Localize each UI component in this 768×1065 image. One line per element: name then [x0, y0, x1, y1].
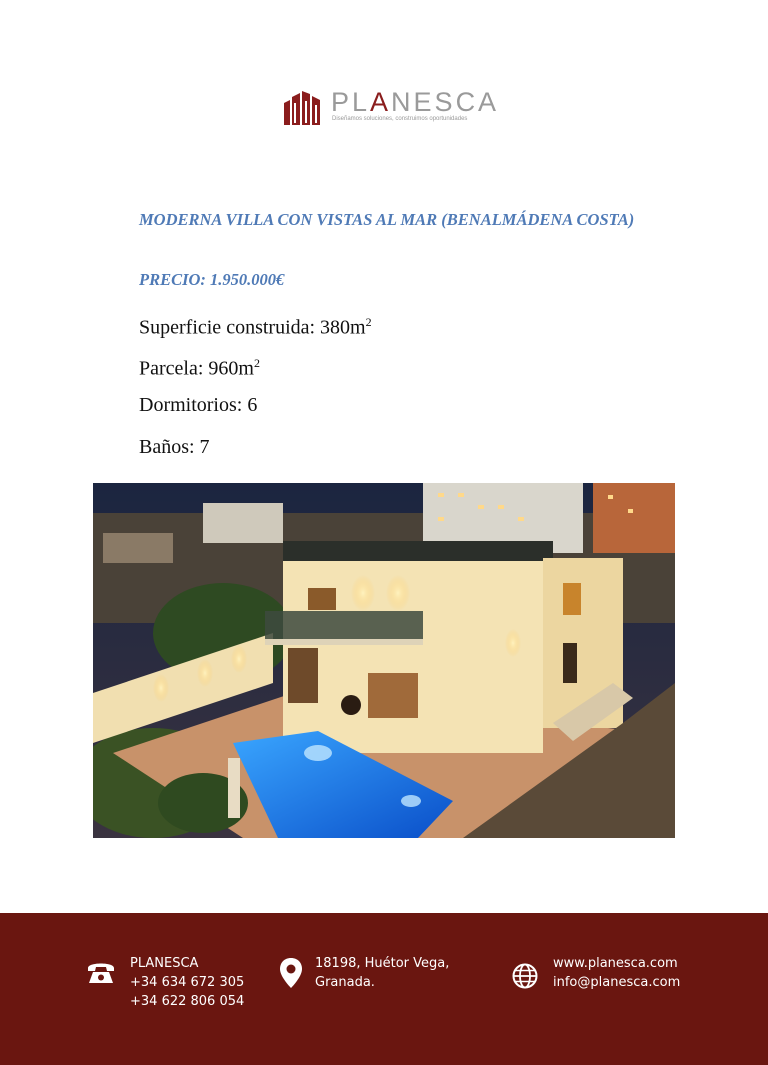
brand-tagline: Diseñamos soluciones, construimos oportunidades: [332, 116, 468, 122]
spec-bathrooms: Baños: 7: [139, 436, 210, 458]
footer-website-link[interactable]: www.planesca.com: [553, 956, 678, 971]
listing-price: PRECIO: 1.950.000€: [139, 270, 285, 289]
spec-bedrooms: Dormitorios: 6: [139, 394, 258, 416]
footer-contact: [130, 954, 244, 1011]
footer-address-line-1: 18198, Huétor Vega,: [315, 956, 450, 971]
spec-built-area: Superficie construida: $380m^2$: [139, 315, 372, 339]
footer-email-link[interactable]: info@planesca.com: [553, 975, 681, 990]
phone-icon: [86, 959, 116, 985]
spec-plot-area: Parcela: $960m^2$: [139, 356, 260, 380]
footer-address-line-2: Granada.: [315, 975, 375, 990]
location-pin-icon: [279, 957, 303, 989]
brand-logo: [284, 86, 514, 130]
footer: [0, 913, 768, 1065]
footer-phone-1[interactable]: +34 634 672 305: [130, 975, 245, 990]
footer-phone-2[interactable]: +34 622 806 054: [130, 994, 245, 1009]
buildings-logo-icon: [284, 91, 324, 125]
footer-web: [553, 954, 680, 992]
brand-name: PLANESCA: [331, 87, 500, 117]
footer-address: [315, 954, 449, 992]
footer-company: PLANESCA: [130, 956, 199, 971]
listing-title: MODERNA VILLA CON VISTAS AL MAR (BENALMÁDENA COSTA): [139, 210, 635, 229]
villa-photo: [93, 483, 675, 838]
globe-icon: [512, 963, 538, 989]
